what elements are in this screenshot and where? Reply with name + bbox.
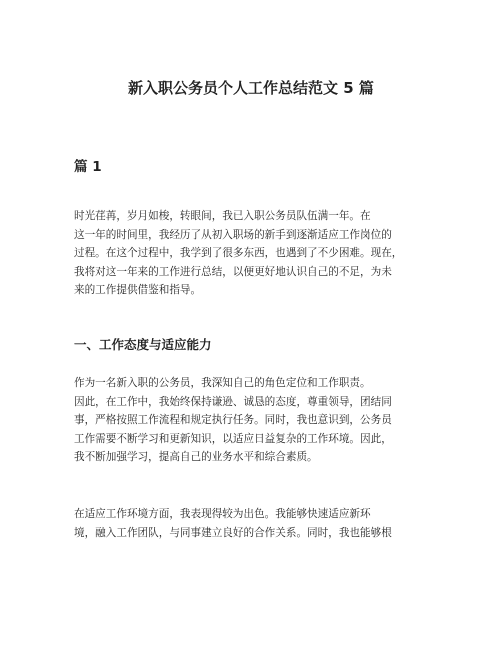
paragraph-line: 事，严格按照工作流程和规定执行任务。同时，我也意识到，公务员 [74,414,392,427]
paragraph-line: 这一年的时间里，我经历了从初入职场的新手到逐渐适应工作岗位的 [74,228,392,241]
section-heading: 篇 1 [74,159,102,175]
paragraph-adaptation [74,505,440,542]
paragraph-attitude [74,374,440,467]
paragraph-line: 工作需要不断学习和更新知识，以适应日益复杂的工作环境。因此， [74,432,392,445]
paragraph-intro [74,207,440,300]
paragraph-line: 时光荏苒，岁月如梭，转眼间，我已入职公务员队伍满一年。在 [74,210,371,222]
document-title: 新入职公务员个人工作总结范文 5 篇 [128,79,374,97]
paragraph-line: 在适应工作环境方面，我表现得较为出色。我能够快速适应新环 [74,508,371,520]
paragraph-line: 作为一名新入职的公务员，我深知自己的角色定位和工作职责。 [74,377,371,389]
paragraph-line: 因此，在工作中，我始终保持谦逊、诚恳的态度，尊重领导，团结同 [74,395,392,408]
paragraph-line: 过程。在这个过程中，我学到了很多东西，也遇到了不少困难。现在， [74,247,403,260]
subheading-work-attitude: 一、工作态度与适应能力 [74,337,212,352]
paragraph-line: 我将对这一年来的工作进行总结，以便更好地认识自己的不足，为未 [74,265,392,278]
paragraph-line: 我不断加强学习，提高自己的业务水平和综合素质。 [74,451,318,464]
paragraph-line: 来的工作提供借鉴和指导。 [74,284,202,297]
paragraph-line: 境，融入工作团队，与同事建立良好的合作关系。同时，我也能够根 [74,526,392,539]
